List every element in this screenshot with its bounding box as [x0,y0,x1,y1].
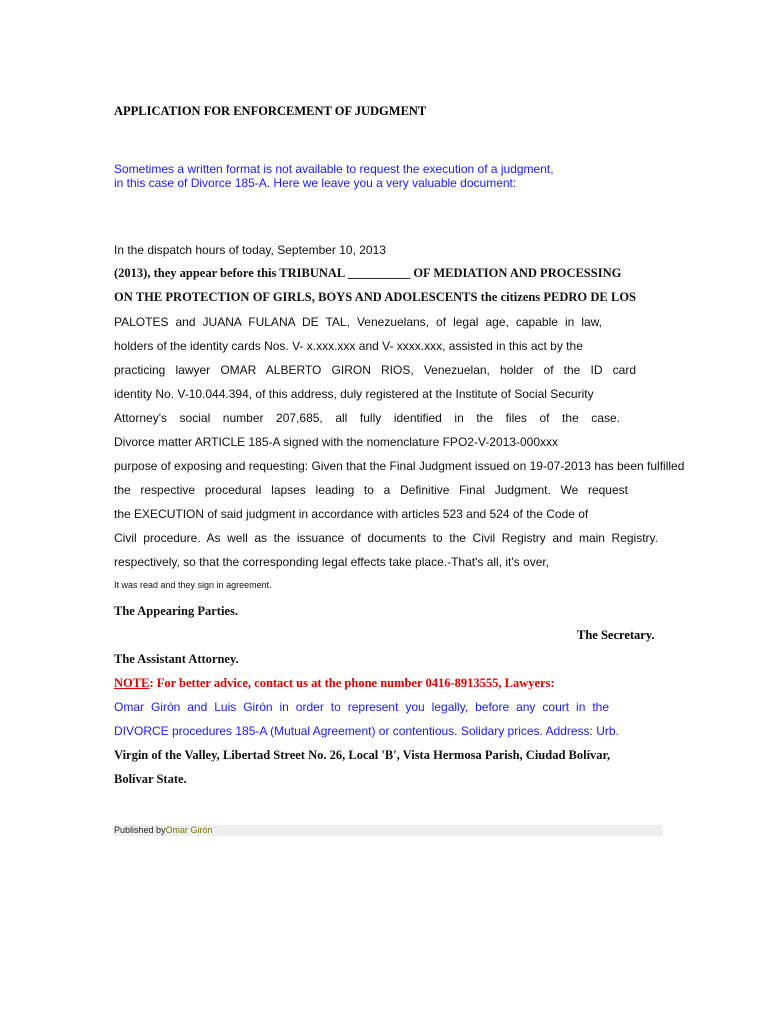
body-line-8: Attorney's social number 207,685, all fully identified in the files of the case. [114,411,620,425]
note-text: : For better advice, contact us at the phone number 0416-8913555, Lawyers: [149,676,555,690]
body-line-3-rest: the citizens PEDRO DE LOS [480,290,637,304]
body-line-3-bold: ON THE PROTECTION OF GIRLS, BOYS AND ADOLESCENTS [114,290,478,304]
author-link[interactable]: Omar Girón [165,825,213,835]
body-line-6: practicing lawyer OMAR ALBERTO GIRON RIOS, Venezuelan, holder of the ID card [114,363,636,377]
contact-line-1: Omar Girón and Luis Girón in order to represent you legally, before any court in the [114,700,609,714]
published-by-footer [114,825,663,836]
body-line-2: (2013), they appear before this TRIBUNAL __________ OF MEDIATION AND PROCESSING [114,266,622,280]
published-by-text [114,825,213,836]
body-line-12: the EXECUTION of said judgment in accordance with articles 523 and 524 of the Code of [114,507,589,521]
intro-line-1: Sometimes a written format is not available to request the execution of a judgment, [114,162,554,176]
body-line-10: purpose of exposing and requesting: Given that the Final Judgment issued on 19-07-2013 has been fulfilled [114,459,685,473]
note-label: NOTE [114,676,150,690]
body-line-1: In the dispatch hours of today, September 10, 2013 [114,243,386,257]
published-by-label: Published by [114,825,166,835]
body-line-15: It was read and they sign in agreement. [114,580,272,590]
body-line-5: holders of the identity cards Nos. V- x.xxx.xxx and V- xxxx.xxx, assisted in this act by the [114,339,583,353]
note-line [114,676,555,691]
body-line-9: Divorce matter ARTICLE 185-A signed with the nomenclature FPO2-V-2013-000xxx [114,435,558,449]
body-line-14: respectively, so that the corresponding legal effects take place.-That's all, it's over, [114,555,550,569]
body-line-3 [114,290,636,305]
contact-line-2: DIVORCE procedures 185-A (Mutual Agreement) or contentious. Solidary prices. Address: Urb. [114,724,619,738]
intro-line-2: in this case of Divorce 185-A. Here we leave you a very valuable document: [114,176,517,190]
body-line-4: PALOTES and JUANA FULANA DE TAL, Venezuelans, of legal age, capable in law, [114,315,602,329]
body-line-7: identity No. V-10.044.394, of this address, duly registered at the Institute of Social Security [114,387,594,401]
document-title: APPLICATION FOR ENFORCEMENT OF JUDGMENT [114,104,427,118]
assistant-attorney-signature: The Assistant Attorney. [114,652,239,666]
body-line-13: Civil procedure. As well as the issuance of documents to the Civil Registry and main Registry. [114,531,658,545]
appearing-parties-signature: The Appearing Parties. [114,604,238,618]
contact-line-4: Bolívar State. [114,772,187,786]
contact-line-3: Virgin of the Valley, Libertad Street No. 26, Local 'B', Vista Hermosa Parish, Ciudad Bolívar, [114,748,611,762]
body-line-11: the respective procedural lapses leading to a Definitive Final Judgment. We request [114,483,628,497]
secretary-signature: The Secretary. [577,628,655,642]
